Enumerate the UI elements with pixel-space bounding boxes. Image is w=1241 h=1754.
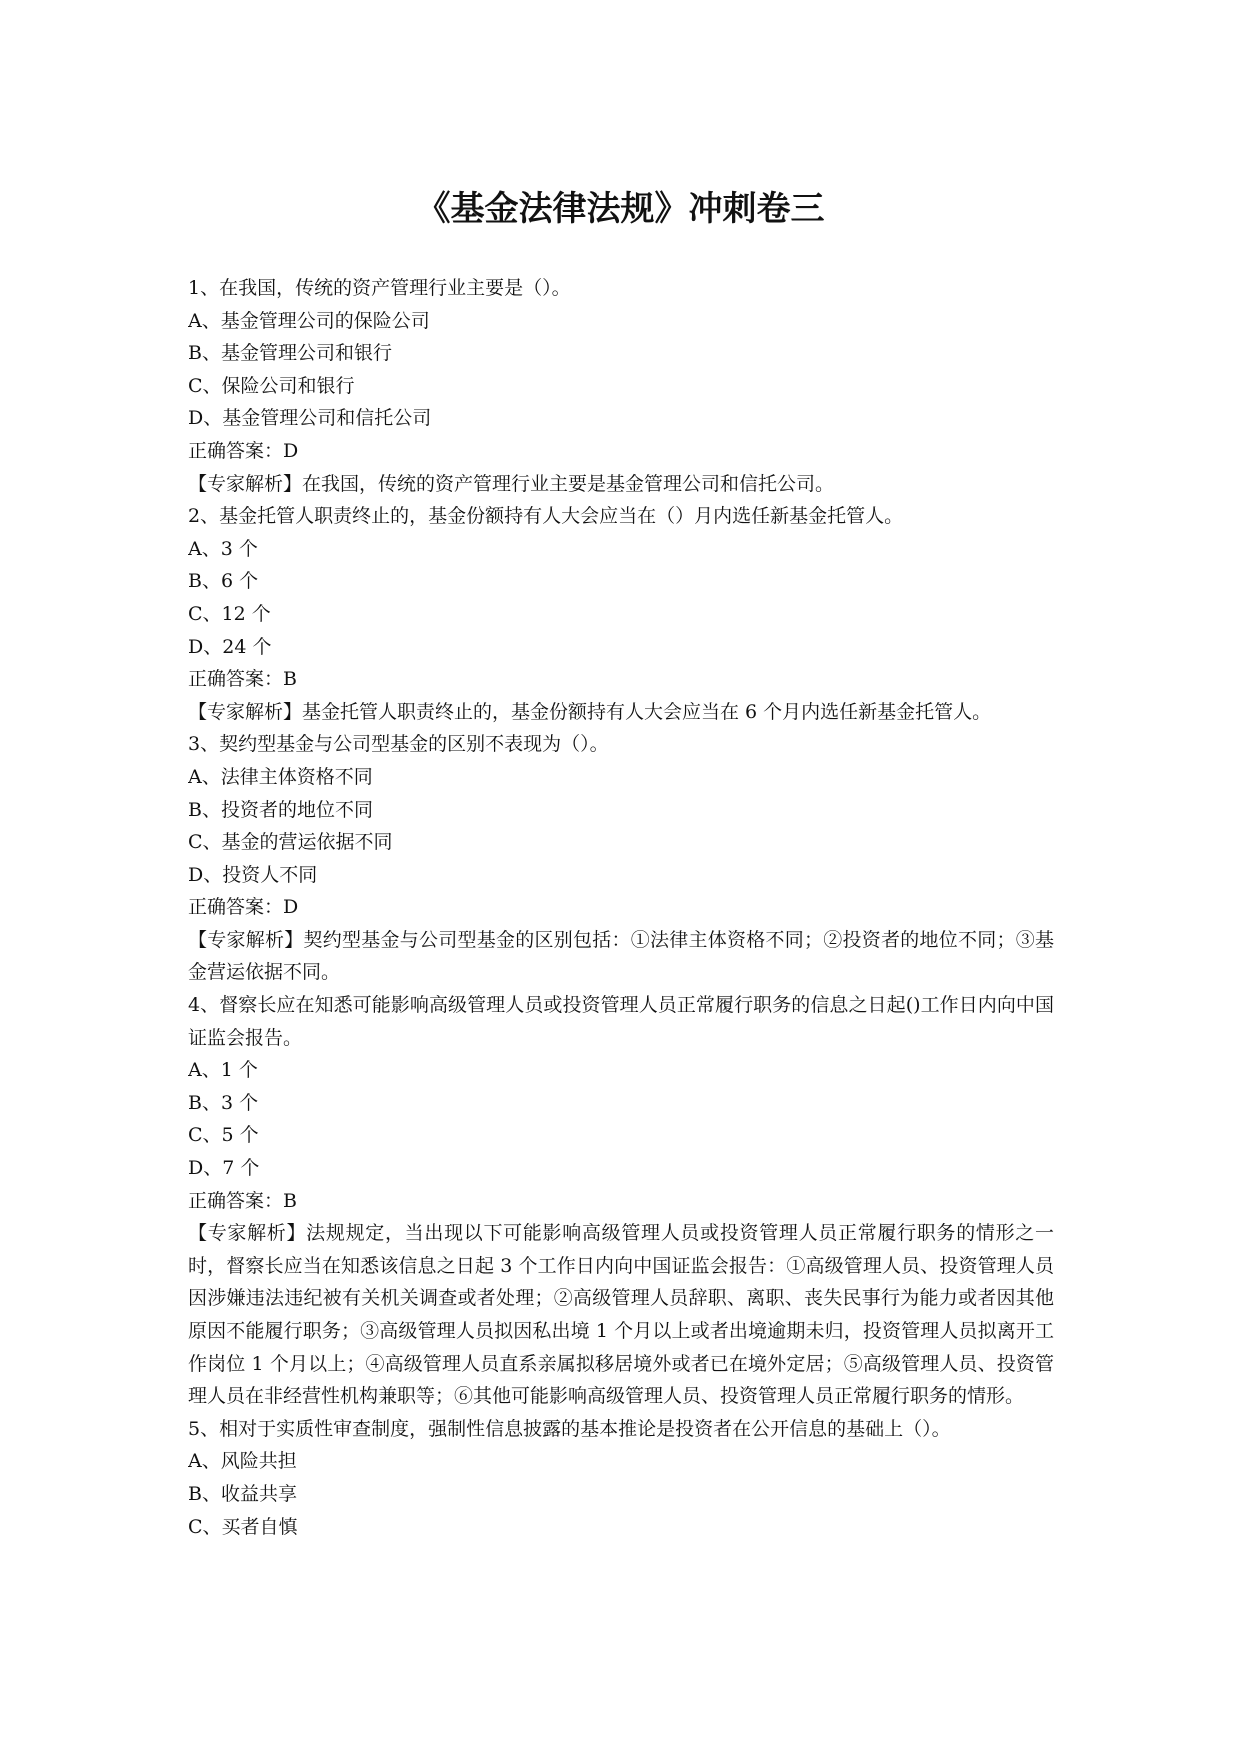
expert-analysis: 【专家解析】契约型基金与公司型基金的区别包括：①法律主体资格不同；②投资者的地位不同；③基金营运依据不同。 (188, 928, 1054, 984)
option-d: D、24 个 (188, 635, 272, 658)
option-a: A、法律主体资格不同 (188, 765, 373, 788)
question-2 (188, 500, 1054, 728)
option-b: B、6 个 (188, 570, 259, 593)
question-stem: 3、契约型基金与公司型基金的区别不表现为（）。 (188, 733, 609, 756)
option-a: A、基金管理公司的保险公司 (188, 309, 430, 332)
option-b: B、3 个 (188, 1091, 259, 1114)
question-1 (188, 272, 1054, 500)
question-5 (188, 1413, 1054, 1543)
page-title: 《基金法律法规》冲刺卷三 (416, 189, 825, 229)
correct-answer: 正确答案：B (188, 1189, 297, 1212)
expert-analysis: 【专家解析】在我国，传统的资产管理行业主要是基金管理公司和信托公司。 (188, 472, 835, 495)
option-a: A、1 个 (188, 1059, 258, 1082)
question-stem: 4、督察长应在知悉可能影响高级管理人员或投资管理人员正常履行职务的信息之日起()工作日内向中国证监会报告。 (188, 994, 1054, 1049)
option-b: B、投资者的地位不同 (188, 798, 373, 821)
correct-answer: 正确答案：B (188, 668, 297, 691)
option-c: C、买者自慎 (188, 1515, 298, 1538)
question-list (188, 272, 1054, 1543)
question-4 (188, 989, 1054, 1413)
option-c: C、12 个 (188, 602, 271, 625)
question-stem: 1、在我国，传统的资产管理行业主要是（）。 (188, 277, 571, 299)
option-b: B、收益共享 (188, 1482, 297, 1505)
option-c: C、基金的营运依据不同 (188, 831, 393, 854)
option-a: A、风险共担 (188, 1450, 297, 1473)
option-c: C、5 个 (188, 1124, 259, 1147)
question-stem: 2、基金托管人职责终止的，基金份额持有人大会应当在（）月内选任新基金托管人。 (188, 505, 904, 528)
correct-answer: 正确答案：D (188, 439, 299, 462)
question-stem: 5、相对于实质性审查制度，强制性信息披露的基本推论是投资者在公开信息的基础上（）。 (188, 1417, 951, 1440)
option-d: D、7 个 (188, 1157, 260, 1180)
option-d: D、基金管理公司和信托公司 (188, 407, 432, 430)
option-a: A、3 个 (188, 537, 258, 560)
correct-answer: 正确答案：D (188, 896, 299, 919)
expert-analysis: 【专家解析】法规规定，当出现以下可能影响高级管理人员或投资管理人员正常履行职务的情形之一时，督察长应当在知悉该信息之日起 3 个工作日内向中国证监会报告：①高级管理人员、投资管理人员因涉嫌违法违纪被有关机关调查或者处理；②高级管理人员辞职、离职、丧失民事行为能力或者因其他原因不能履行职务；③高级管理人员拟因私出境 1 个月以上或者出境逾期未归，投资管理人员拟离开工作岗位 1 个月以上；④高级管理人员直系亲属拟移居境外或者已在境外定居；⑤高级管理人员、投资管理人员在非经营性机构兼职等；⑥其他可能影响高级管理人员、投资管理人员正常履行职务的情形。 (188, 1222, 1054, 1408)
expert-analysis: 【专家解析】基金托管人职责终止的，基金份额持有人大会应当在 6 个月内选任新基金托管人。 (188, 700, 992, 723)
question-3 (188, 728, 1054, 989)
option-b: B、基金管理公司和银行 (188, 342, 392, 365)
option-d: D、投资人不同 (188, 863, 318, 886)
option-c: C、保险公司和银行 (188, 374, 355, 397)
